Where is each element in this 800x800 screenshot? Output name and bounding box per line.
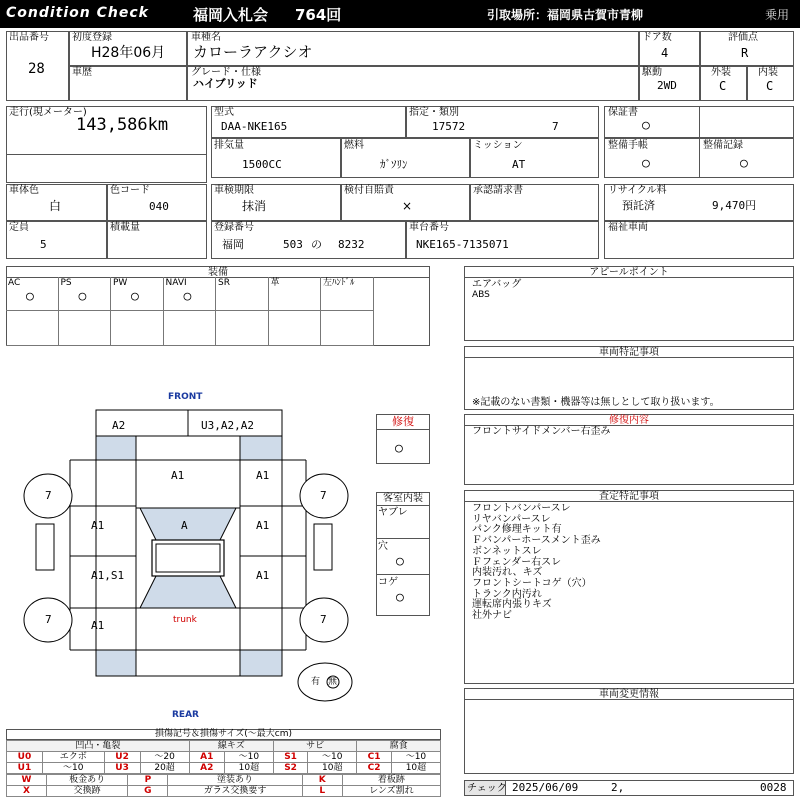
grade-value: ハイブリッド bbox=[193, 77, 258, 90]
welfare-label: 福祉車両 bbox=[608, 222, 648, 233]
recycle-fee: 9,470円 bbox=[712, 199, 757, 212]
inspection-label: 車検期限 bbox=[214, 185, 254, 196]
cabin-burn-value: ○ bbox=[396, 590, 404, 605]
legend-desc: 着板跡 bbox=[342, 775, 440, 786]
reg-kana: の bbox=[311, 238, 322, 251]
exterior-label: 外装 bbox=[711, 67, 731, 78]
service-label: 整備記録 bbox=[703, 140, 743, 151]
equipment-value: ○ bbox=[78, 289, 87, 304]
inspection-note-line: Ｆフェンダー右スレ bbox=[472, 556, 562, 568]
cabin-hole-label: 穴 bbox=[378, 541, 388, 552]
hood-left: A1 bbox=[171, 469, 185, 482]
legend-desc: 10超 bbox=[308, 763, 357, 774]
spare-mark: 無 bbox=[328, 677, 338, 687]
appeal-line-1: エアバッグ bbox=[472, 279, 522, 290]
equipment-label: 革 bbox=[270, 278, 280, 288]
designation-label: 指定・類別 bbox=[409, 107, 459, 118]
manual-value: ○ bbox=[642, 156, 650, 171]
mission-label: ミッション bbox=[473, 140, 523, 151]
auction-name: 福岡入札会 bbox=[193, 6, 269, 24]
displacement-value: 1500CC bbox=[242, 158, 282, 171]
legend-desc: 〜10 bbox=[391, 752, 440, 763]
repair-value: ○ bbox=[395, 441, 403, 456]
equipment-cell-blank bbox=[216, 311, 269, 346]
spare-label: 有 bbox=[311, 677, 321, 687]
legend-desc: エクボ bbox=[42, 752, 104, 763]
legend-desc: 交換跡 bbox=[47, 786, 128, 797]
reg-region: 福岡 bbox=[222, 238, 244, 251]
left-front-door: A1 bbox=[91, 519, 105, 532]
changes-header: 車両変更情報 bbox=[464, 688, 794, 700]
inspection-note-line: ボンネットスレ bbox=[472, 545, 542, 557]
liability-label: 検付自賠責 bbox=[344, 185, 394, 196]
grade-label: グレード・仕様 bbox=[191, 67, 261, 78]
legend-header: 損傷記号＆損傷サイズ(〜最大cm) bbox=[6, 729, 441, 740]
reg-number-value: 8232 bbox=[338, 238, 365, 251]
left-quarter: A1 bbox=[91, 619, 105, 632]
model-name-label: 車種名 bbox=[191, 32, 221, 43]
legend-desc: 〜10 bbox=[308, 752, 357, 763]
legend-code: L bbox=[302, 786, 342, 797]
brand-title: Condition Check bbox=[6, 5, 149, 21]
inspection-note-line: 社外ナビ bbox=[472, 610, 512, 621]
legend-desc: 10超 bbox=[224, 763, 273, 774]
inspection-note-line: 内装汚れ、キズ bbox=[472, 567, 543, 579]
right-rear-door: A1 bbox=[256, 569, 270, 582]
equipment-label: AC bbox=[8, 278, 21, 288]
color-code-value: 040 bbox=[149, 200, 169, 213]
hood-right: A1 bbox=[256, 469, 270, 482]
pickup-place: 福岡県古賀市青柳 bbox=[547, 8, 644, 22]
equipment-label: PS bbox=[60, 278, 72, 288]
equipment-cell-blank bbox=[6, 311, 59, 346]
rear-label: REAR bbox=[172, 710, 199, 720]
inspection-notes-header: 査定特記事項 bbox=[464, 490, 794, 502]
legend-desc: 〜10 bbox=[224, 752, 273, 763]
wheel-rr: 7 bbox=[320, 613, 327, 626]
mileage-label: 走行(現メーター) bbox=[9, 107, 87, 118]
trunk-label: trunk bbox=[173, 615, 197, 625]
equipment-label: NAVI bbox=[165, 278, 187, 288]
legend-code: U2 bbox=[104, 752, 140, 763]
equipment-cell-blank bbox=[164, 311, 217, 346]
lot-number: 28 bbox=[28, 61, 45, 77]
equipment-cell-blank bbox=[321, 311, 374, 346]
wheel-fr: 7 bbox=[320, 489, 327, 502]
repair-header: 修復 bbox=[376, 414, 430, 430]
check-number: 0028 bbox=[760, 781, 787, 794]
model-name-value: カローラアクシオ bbox=[193, 43, 313, 61]
legend-code: C2 bbox=[357, 763, 392, 774]
inspection-note-line: トランク内汚れ bbox=[472, 588, 542, 600]
pickup-label: 引取場所： bbox=[487, 8, 548, 22]
equipment-header: 装備 bbox=[6, 266, 430, 278]
lot-number-label: 出品番号 bbox=[9, 32, 49, 43]
cabin-hole-value: ○ bbox=[396, 554, 404, 569]
mileage-value: 143,586km bbox=[76, 115, 169, 135]
capacity-label: 定員 bbox=[9, 222, 29, 233]
repair-detail-header: 修復内容 bbox=[464, 414, 794, 426]
doors-label: ドア数 bbox=[642, 32, 672, 43]
check-label: チェック bbox=[467, 783, 507, 794]
legend-group-scratch: 線キズ bbox=[189, 741, 273, 752]
inspection-note-line: リヤバンパースレ bbox=[472, 513, 551, 525]
front-bumper-right: U3,A2,A2 bbox=[201, 419, 254, 432]
wheel-fl: 7 bbox=[45, 489, 52, 502]
legend-code: C1 bbox=[357, 752, 392, 763]
legend-code: K bbox=[302, 775, 342, 786]
legend-code: A2 bbox=[189, 763, 224, 774]
inspection-value: 抹消 bbox=[242, 199, 267, 213]
legend-code: P bbox=[128, 775, 168, 786]
wheel-rl: 7 bbox=[45, 613, 52, 626]
legend-table bbox=[6, 740, 441, 774]
legend-code: U0 bbox=[7, 752, 43, 763]
drive-value: 2WD bbox=[657, 79, 677, 92]
equipment-cell-blank bbox=[59, 311, 112, 346]
legend-group-corrosion: 腐食 bbox=[357, 741, 441, 752]
equipment-label: SR bbox=[218, 278, 230, 288]
appeal-line-2: ABS bbox=[472, 290, 490, 300]
recycle-status: 預託済 bbox=[622, 199, 655, 212]
manual-label: 整備手帳 bbox=[608, 140, 648, 151]
drive-label: 駆動 bbox=[642, 67, 662, 78]
repair-detail-line: フロントサイドメンバー右歪み bbox=[472, 426, 611, 437]
legend-code: S1 bbox=[273, 752, 307, 763]
legend-desc: 塗装あり bbox=[168, 775, 302, 786]
chassis-label: 車台番号 bbox=[409, 222, 449, 233]
reg-number-label: 登録番号 bbox=[214, 222, 254, 233]
legend-code: W bbox=[7, 775, 47, 786]
legend-code: X bbox=[7, 786, 47, 797]
left-rear-door: A1,S1 bbox=[91, 569, 125, 582]
equipment-value: ○ bbox=[131, 289, 139, 304]
right-front-door: A1 bbox=[256, 519, 270, 532]
cabin-tear-label: ヤブレ bbox=[378, 507, 408, 518]
check-date: 2025/06/09 bbox=[512, 781, 579, 794]
color-value: 白 bbox=[49, 199, 62, 213]
equipment-label: 左ﾊﾝﾄﾞﾙ bbox=[323, 278, 355, 288]
class-number: 7 bbox=[552, 120, 559, 133]
check-count: 2, bbox=[611, 781, 625, 794]
legend-desc: ガラス交換要す bbox=[168, 786, 302, 797]
legend-desc: 20超 bbox=[140, 763, 189, 774]
mission-value: AT bbox=[512, 158, 526, 171]
color-code-label: 色コード bbox=[110, 185, 150, 196]
warranty-value: ○ bbox=[642, 118, 650, 133]
special-header: 車両特記事項 bbox=[464, 346, 794, 358]
legend-desc: 10超 bbox=[391, 763, 440, 774]
load-label: 積載量 bbox=[110, 222, 140, 233]
category-label: 乗用 bbox=[765, 8, 790, 22]
displacement-label: 排気量 bbox=[214, 140, 244, 151]
color-label: 車体色 bbox=[9, 185, 39, 196]
interior-label: 内装 bbox=[758, 67, 778, 78]
fuel-label: 燃料 bbox=[344, 140, 364, 151]
exterior-value: C bbox=[719, 79, 727, 93]
designation-value: 17572 bbox=[432, 120, 466, 133]
doors-value: 4 bbox=[661, 46, 669, 60]
legend-code: S2 bbox=[273, 763, 307, 774]
score-value: R bbox=[741, 46, 749, 60]
special-note: ※記載のない書類・機器等は無しとして取り扱います。 bbox=[472, 397, 720, 408]
legend-group-rust: サビ bbox=[273, 741, 356, 752]
roof-value: A bbox=[181, 519, 188, 532]
first-reg-label: 初度登録 bbox=[72, 32, 112, 43]
legend-code: U1 bbox=[7, 763, 43, 774]
inspection-note-line: フロントバンパースレ bbox=[472, 503, 571, 514]
equipment-value: ○ bbox=[26, 289, 34, 304]
inspection-note-line: 運転席内張りキズ bbox=[472, 599, 552, 611]
equipment-label: PW bbox=[113, 278, 128, 288]
liability-value: × bbox=[402, 199, 413, 213]
history-label: 車歴 bbox=[72, 67, 92, 78]
legend-code: A1 bbox=[189, 752, 224, 763]
legend-desc: レンズ割れ bbox=[342, 786, 440, 797]
cabin-burn-label: コゲ bbox=[378, 577, 398, 588]
auction-round: 764回 bbox=[295, 6, 342, 24]
capacity-value: 5 bbox=[40, 238, 47, 251]
inspection-note-line: パンク修理キット有 bbox=[472, 524, 562, 536]
reg-class: 503 bbox=[283, 238, 303, 251]
warranty-label: 保証書 bbox=[608, 107, 638, 118]
appeal-header: アピールポイント bbox=[464, 266, 794, 278]
legend-group-dent: 凹凸・亀裂 bbox=[7, 741, 190, 752]
inspection-note-line: Ｆバンパーホースメント歪み bbox=[472, 535, 601, 547]
type-value: DAA-NKE165 bbox=[221, 120, 288, 133]
interior-value: C bbox=[766, 79, 774, 93]
inspection-note-line: フロントシートコゲ（穴） bbox=[472, 577, 592, 589]
front-label: FRONT bbox=[168, 392, 203, 402]
legend-code: G bbox=[128, 786, 168, 797]
legend-desc: 板金あり bbox=[47, 775, 128, 786]
legend-desc: 〜20 bbox=[140, 752, 189, 763]
equipment-cell-blank bbox=[269, 311, 322, 346]
legend-code: U3 bbox=[104, 763, 140, 774]
changes-box bbox=[464, 688, 794, 774]
legend-codes-table bbox=[6, 774, 441, 797]
equipment-value: ○ bbox=[183, 289, 192, 304]
recycle-label: リサイクル料 bbox=[608, 185, 667, 196]
legend-desc: 〜10 bbox=[42, 763, 104, 774]
front-bumper-left: A2 bbox=[112, 419, 126, 432]
score-label: 評価点 bbox=[728, 32, 758, 43]
type-label: 型式 bbox=[214, 107, 234, 118]
equipment-cell-blank bbox=[111, 311, 164, 346]
chassis-value: NKE165-7135071 bbox=[416, 238, 509, 251]
fuel-value: ｶﾞｿﾘﾝ bbox=[380, 158, 408, 171]
approval-label: 承認請求書 bbox=[473, 185, 523, 196]
first-reg-value: H28年06月 bbox=[91, 45, 166, 61]
service-value: ○ bbox=[740, 156, 748, 171]
cabin-header: 客室内装 bbox=[376, 492, 430, 506]
header-bar bbox=[0, 0, 800, 28]
